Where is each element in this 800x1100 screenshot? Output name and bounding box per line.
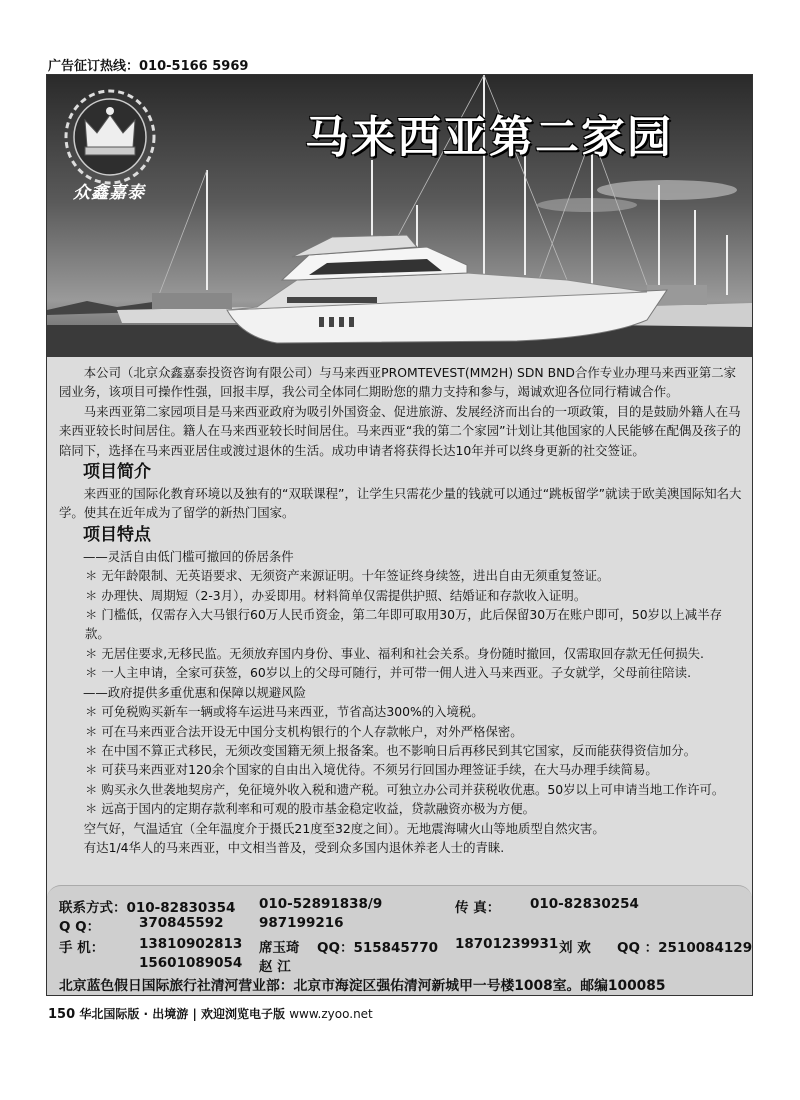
mobile-number-3: 15601089054 — [139, 955, 243, 971]
climate-paragraph: 空气好，气温适宜（全年温度介于摄氏21度至32度之间）。无地震海啸火山等地质型自然灾害。 — [83, 820, 605, 836]
overview-paragraph: 来西亚的国际化教育环境以及独有的“双联课程”，让学生只需花少量的钱就可以通过“跳板留学”就读于欧美澳国际知名大学。使其在近年成为了留学的新热门国家。 — [59, 486, 742, 521]
mobile-label: 手 机： — [59, 940, 105, 956]
fax-label: 传 真： — [455, 900, 501, 916]
contact-box — [47, 885, 752, 996]
section-title-features: 项目特点 — [83, 524, 151, 545]
contact-phone-2: 010-52891838/9 — [259, 896, 383, 912]
intro-paragraph-2: 马来西亚第二家园项目是马来西亚政府为吸引外国资金、促进旅游、发展经济而出台的一项政策，目的是鼓励外籍人在马来西亚较长时间居住。籍人在马来西亚较长时间居住。马来西亚“我的第二个家园”计划让其他国家的人民能够在配偶及孩子的陪同下，选择在马来西亚居住或渡过退休的生活。成功申请者将获得长达10年并可以终身更新的社交签证。 — [59, 403, 741, 458]
features-subheading-2: ——政府提供多重优惠和保障以规避风险 — [83, 684, 307, 700]
benefit-bullet: ＊ 远高于国内的定期存款利率和可观的股市基金稳定收益，贷款融资亦极为方便。 — [85, 801, 536, 817]
benefit-bullet: ＊ 可在马来西亚合法开设无中国分支机构银行的个人存款帐户，对外严格保密。 — [85, 723, 523, 739]
qq-number-2: 987199216 — [259, 915, 344, 931]
section-title-overview: 项目简介 — [83, 462, 151, 483]
ad-hotline: 广告征订热线：010-5166 5969 — [48, 59, 249, 74]
logo-text: 众鑫嘉泰 — [73, 183, 145, 203]
features-subheading-1: ——灵活自由低门槛可撤回的侨居条件 — [83, 548, 294, 564]
page-footer — [48, 1005, 373, 1022]
benefit-bullet: ＊ 购买永久世袭地契房产，免征境外收入税和遗产税。可独立办公司并获税收优惠。50岁以上可申请当地工作许可。 — [85, 781, 725, 797]
article-body — [59, 363, 744, 857]
chinese-paragraph: 有达1/4华人的马来西亚，中文相当普及，受到众多国内退休养老人士的青睐. — [83, 839, 505, 855]
benefit-bullet: ＊ 在中国不算正式移民，无须改变国籍无须上报备案。也不影响日后再移民到其它国家，反而能获得资信加分。 — [85, 742, 697, 758]
feature-bullet: ＊ 一人主申请，全家可获签，60岁以上的父母可随行，并可带一佣人进入马来西亚。子女就学，父母前往陪读. — [85, 665, 692, 681]
feature-bullet: ＊ 办理快、周期短（2-3月），办妥即用。材料简单仅需提供护照、结婚证和存款收入证明。 — [85, 587, 587, 603]
advertisement-frame — [46, 74, 753, 996]
fax-number: 010-82830254 — [530, 896, 639, 912]
intro-paragraph-1: 本公司（北京众鑫嘉泰投资咨询有限公司）与马来西亚PROMTEVEST(MM2H) SDN BND合作专业办理马来西亚第二家园业务，该项目可操作性强，回报丰厚，我公司全体同仁期盼您的鼎力支持和参与，竭诚欢迎各位同行精诚合作。 — [59, 365, 737, 400]
hero-image — [47, 75, 752, 357]
crown-logo-icon — [66, 91, 154, 183]
page-headline: 马来西亚第二家园 — [305, 112, 673, 163]
footer-slogan: 欢迎浏览电子版 — [201, 1007, 286, 1021]
contact-phone: 联系方式：010-82830354 — [59, 900, 236, 916]
contact-qq-1: QQ：515845770 — [317, 940, 438, 956]
page-number: 150 — [48, 1007, 76, 1022]
benefit-bullet: ＊ 可免税购买新车一辆或将车运进马来西亚，节省高达300%的入境税。 — [85, 704, 484, 720]
feature-bullet: ＊ 门槛低，仅需存入大马银行60万人民币资金，第二年即可取用30万，此后保留30万在账户即可，50岁以上减半存款。 — [85, 607, 722, 642]
footer-url[interactable]: www.zyoo.net — [289, 1007, 373, 1021]
footer-section: 华北国际版 · 出境游 — [79, 1007, 189, 1021]
contact-name-1: 席玉琦 — [259, 940, 300, 956]
contact-name-2: 刘 欢 — [559, 940, 591, 956]
mobile-number-1: 13810902813 — [139, 936, 243, 952]
agency-address: 北京蓝色假日国际旅行社清河营业部：北京市海淀区强佑清河新城甲一号楼1008室。邮编100085 — [59, 978, 666, 994]
feature-bullet: ＊ 无居住要求,无移民监。无须放弃国内身份、事业、福利和社会关系。身份随时撤回，仅需取回存款无任何损失. — [85, 645, 704, 661]
mobile-number-2: 18701239931 — [455, 936, 559, 952]
contact-name-3: 赵 江 — [259, 959, 291, 975]
feature-bullet: ＊ 无年龄限制、无英语要求、无须资产来源证明。十年签证终身续签，进出自由无须重复签证。 — [85, 568, 610, 584]
contact-qq-2: QQ ：2510084129 — [617, 940, 753, 956]
benefit-bullet: ＊ 可获马来西亚对120余个国家的自由出入境优待。不须另行回国办理签证手续，在大马办理手续简易。 — [85, 762, 658, 778]
qq-label: Q Q： — [59, 919, 101, 935]
qq-number-1: 370845592 — [139, 915, 224, 931]
footer-separator: | — [192, 1007, 197, 1021]
